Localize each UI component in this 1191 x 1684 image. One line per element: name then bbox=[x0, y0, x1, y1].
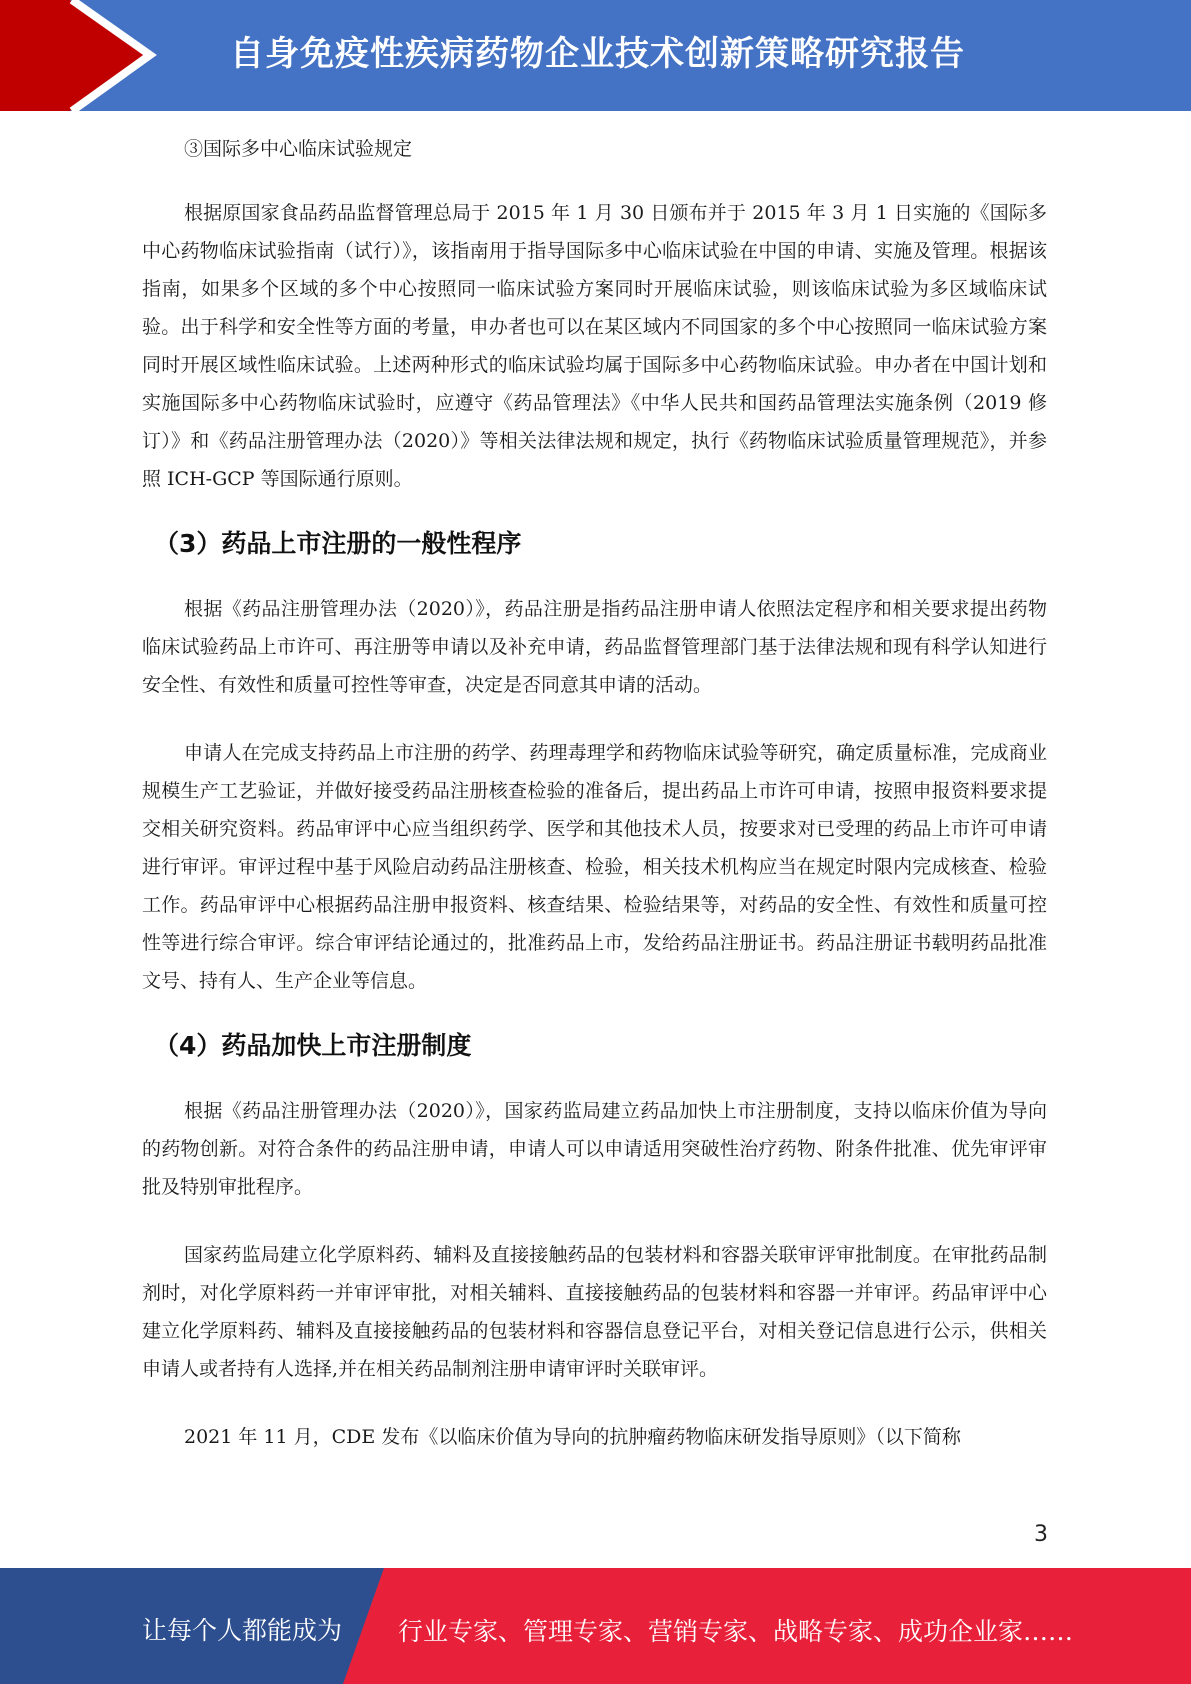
footer-slogan-right: 行业专家、管理专家、营销专家、战略专家、成功企业家…… bbox=[398, 1617, 1074, 1646]
paragraph-international-trials: 根据原国家食品药品监督管理总局于 2015 年 1 月 30 日颁布并于 2015 年 3 月 1 日实施的《国际多中心药物临床试验指南（试行）》，该指南用于指导国际多中心临床试验在中国的申请、实施及管理。根据该指南，如果多个区域的多个中心按照同一临床试验方案同时开展临床试验，则该临床试验为多区域临床试验。出于科学和安全性等方面的考量，申办者也可以在某区域内不同国家的多个中心按照同一临床试验方案同时开展区域性临床试验。上述两种形式的临床试验均属于国际多中心药物临床试验。申办者在中国计划和实施国际多中心药物临床试验时，应遵守《药品管理法》《中华人民共和国药品管理法实施条例（2019 修订）》和《药品注册管理办法（2020）》等相关法律法规和规定，执行《药物临床试验质量管理规范》，并参照 ICH-GCP 等国际通行原则。 bbox=[142, 202, 1047, 490]
footer-slogan-left: 让每个人都能成为 bbox=[142, 1616, 343, 1645]
section-heading-expedited-registration: （4）药品加快上市注册制度 bbox=[154, 1031, 472, 1060]
page-number: 3 bbox=[1034, 1522, 1048, 1547]
page-footer bbox=[0, 1568, 1191, 1684]
paragraph-cde-guideline: 2021 年 11 月，CDE 发布《以临床价值为导向的抗肿瘤药物临床研发指导原则》（以下简称 bbox=[184, 1426, 961, 1448]
paragraph-marketing-application: 申请人在完成支持药品上市注册的药学、药理毒理学和药物临床试验等研究，确定质量标准，完成商业规模生产工艺验证，并做好接受药品注册核查检验的准备后，提出药品上市许可申请，按照申报资料要求提交相关研究资料。药品审评中心应当组织药学、医学和其他技术人员，按要求对已受理的药品上市许可申请进行审评。审评过程中基于风险启动药品注册核查、检验，相关技术机构应当在规定时限内完成核查、检验工作。药品审评中心根据药品注册申报资料、核查结果、检验结果等，对药品的安全性、有效性和质量可控性等进行综合审评。综合审评结论通过的，批准药品上市，发给药品注册证书。药品注册证书载明药品批准文号、持有人、生产企业等信息。 bbox=[142, 742, 1047, 992]
section-heading-general-procedure: （3）药品上市注册的一般性程序 bbox=[154, 529, 522, 558]
document-body bbox=[142, 130, 1047, 1456]
paragraph-associated-review: 国家药监局建立化学原料药、辅料及直接接触药品的包装材料和容器关联审评审批制度。在审批药品制剂时，对化学原料药一并审评审批，对相关辅料、直接接触药品的包装材料和容器一并审评。药品审评中心建立化学原料药、辅料及直接接触药品的包装材料和容器信息登记平台，对相关登记信息进行公示，供相关申请人或者持有人选择,并在相关药品制剂注册申请审评时关联审评。 bbox=[142, 1244, 1047, 1380]
page-header bbox=[0, 0, 1191, 111]
subheading-international-trials: ③国际多中心临床试验规定 bbox=[184, 138, 413, 160]
report-title: 自身免疫性疾病药物企业技术创新策略研究报告 bbox=[230, 34, 965, 74]
paragraph-registration-definition: 根据《药品注册管理办法（2020）》，药品注册是指药品注册申请人依照法定程序和相关要求提出药物临床试验药品上市许可、再注册等申请以及补充申请，药品监督管理部门基于法律法规和现有科学认知进行安全性、有效性和质量可控性等审查，决定是否同意其申请的活动。 bbox=[142, 598, 1047, 696]
paragraph-expedited-registration: 根据《药品注册管理办法（2020）》，国家药监局建立药品加快上市注册制度，支持以临床价值为导向的药物创新。对符合条件的药品注册申请，申请人可以申请适用突破性治疗药物、附条件批准、优先审评审批及特别审批程序。 bbox=[142, 1100, 1047, 1198]
